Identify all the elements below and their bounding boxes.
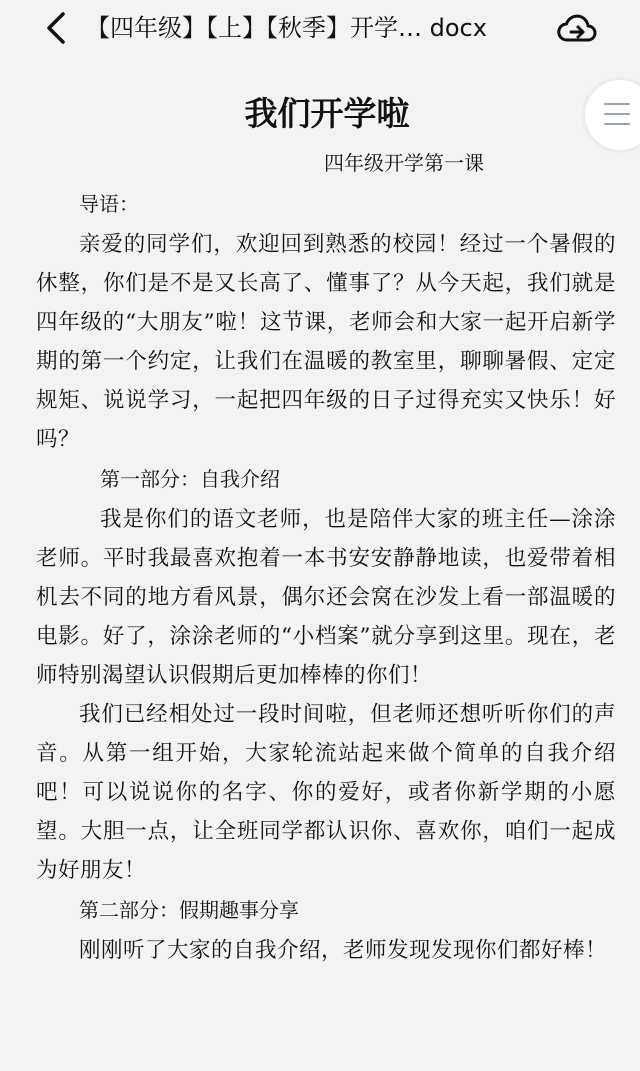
top-bar	[0, 0, 640, 56]
document-title: 【四年级】【上】【秋季】开学… docx	[86, 14, 487, 42]
cloud-upload-icon[interactable]	[556, 8, 598, 48]
intro-label: 导语：	[79, 192, 139, 216]
part1-label: 第一部分：自我介绍	[100, 467, 280, 491]
document-body	[36, 86, 616, 970]
document-heading: 我们开学啦	[244, 94, 410, 133]
chevron-left-icon[interactable]	[38, 10, 74, 46]
document-subtitle: 四年级开学第一课	[324, 151, 484, 175]
part2-paragraph-1: 刚刚听了大家的自我介绍，老师发现发现你们都好棒！	[79, 938, 608, 963]
intro-paragraph: 亲爱的同学们，欢迎回到熟悉的校园！经过一个暑假的休整，你们是不是又长高了、懂事了？从今天起，我们就是四年级的“大朋友”啦！这节课，老师会和大家一起开启新学期的第一个约定，让我们在温暖的教室里，聊聊暑假、定定规矩、说说学习，一起把四年级的日子过得充实又快乐！好吗？	[36, 232, 616, 452]
part1-paragraph-2: 我们已经相处过一段时间啦，但老师还想听听你们的声音。从第一组开始，大家轮流站起来做个简单的自我介绍吧！可以说说你的名字、你的爱好，或者你新学期的小愿望。大胆一点，让全班同学都认识你、喜欢你，咱们一起成为好朋友！	[36, 702, 616, 883]
part2-label: 第二部分：假期趣事分享	[79, 898, 299, 922]
part1-paragraph-1: 我是你们的语文老师，也是陪伴大家的班主任—涂涂老师。平时我最喜欢抱着一本书安安静静地读，也爱带着相机去不同的地方看风景，偶尔还会窝在沙发上看一部温暖的电影。好了，涂涂老师的“小档案”就分享到这里。现在，老师特别渴望认识假期后更加棒棒的你们！	[36, 507, 616, 688]
